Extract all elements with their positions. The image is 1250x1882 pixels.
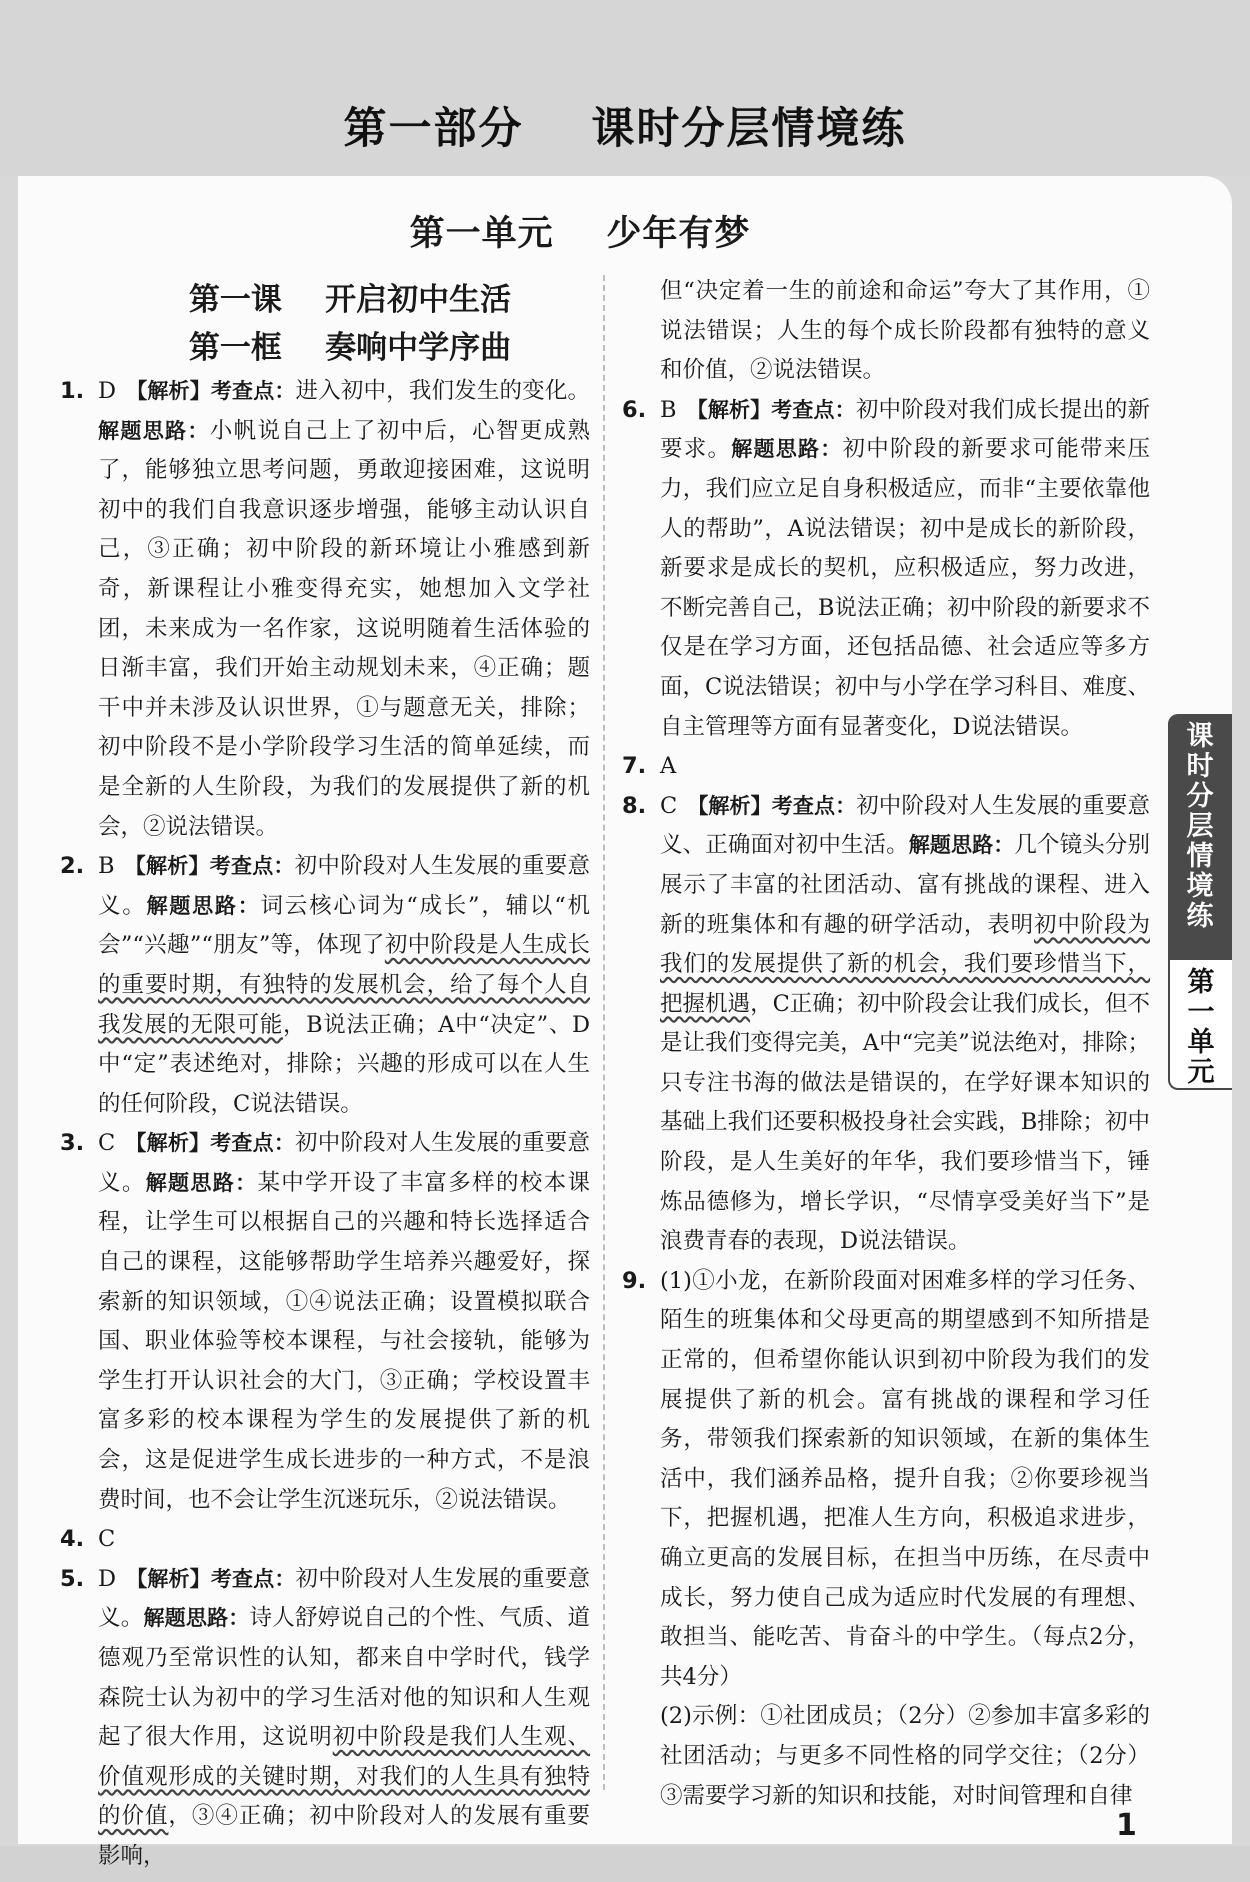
unit-tab-char: 第 <box>1187 967 1215 998</box>
answer-choice: D <box>98 378 117 404</box>
analysis-tag: 【解析】考查点： <box>126 1566 296 1591</box>
answer-item-7 <box>622 747 1150 787</box>
analysis-text: 初中阶段对人生发展的重要意义、正确面对初中生活。 <box>660 792 1150 859</box>
answer-item-2 <box>60 847 590 1124</box>
thinking-tag: 解题思路： <box>143 1606 250 1631</box>
side-tab-char: 境 <box>1186 871 1214 902</box>
thinking-text: 某中学开设了丰富多样的校本课程，让学生可以根据自己的兴趣和特长选择适合自己的课程，这能够帮助学生培养兴趣爱好，探索新的知识领域，①④说法正确；设置模拟联合国、职业体验等校本课程，与社会接轨，能够为学生打开认识社会的大门，③正确；学校设置丰富多彩的校本课程为学生的发展提供了新的机会，这是促进学生成长进步的一种方式，不是浪费时间，也不会让学生沉迷玩乐，②说法错误。 <box>98 1169 590 1513</box>
answer-choice: B <box>98 853 115 880</box>
answer-choice: A <box>660 753 677 780</box>
answer-item-4 <box>60 1520 590 1560</box>
analysis-text: 进入初中，我们发生的变化。 <box>295 378 590 404</box>
thinking-tag: 解题思路： <box>98 418 210 443</box>
page-number: 1 <box>1116 1808 1137 1843</box>
analysis-tag: 【解析】考查点： <box>125 1131 296 1156</box>
thinking-text: 初中阶段的新要求可能带来压力，我们应立足自身积极适应，而非“主要依靠他人的帮助”，A说法错误；初中是成长的新阶段，新要求是成长的契机，应积极适应，努力改进，不断完善自己，B说法正确；初中阶段的新要求不仅是在学习方面，还包括品德、社会适应等多方面，C说法错误；初中与小学在学习科目、难度、自主管理等方面有显著变化，D说法错误。 <box>660 436 1150 740</box>
analysis-text: 初中阶段对人生发展的重要意义。 <box>98 1130 590 1196</box>
left-column <box>60 372 590 1877</box>
thinking-tag: 解题思路： <box>908 833 1015 858</box>
analysis-tag: 【解析】考查点： <box>687 793 857 818</box>
item-number: 4. <box>60 1526 85 1553</box>
item-number: 7. <box>622 753 647 780</box>
lesson-title: 第一课 开启初中生活 <box>188 282 512 318</box>
thinking-text: 小帆说自己上了初中后，心智更成熟了，能够独立思考问题，勇敢迎接困难，这说明初中的我们自我意识逐步增强，能够主动认识自己，③正确；初中阶段的新环境让小雅感到新奇，新课程让小雅变得充实，她想加入文学社团，未来成为一名作家，这说明随着生活体验的日渐丰富，我们开始主动规划未来，④正确；题干中并未涉及认识世界，①与题意无关，排除；初中阶段不是小学阶段学习生活的简单延续，而是全新的人生阶段，为我们的发展提供了新的机会，②说法错误。 <box>98 417 590 840</box>
underlined-key-point: 初中阶段是人生成长的重要时期，有独特的发展机会，给了每个人自我发展的无限可能 <box>98 932 590 1038</box>
frame-title: 第一框 奏响中学序曲 <box>188 330 512 366</box>
underlined-key-point: 初中阶段为我们的发展提供了新的机会，我们要珍惜当下，把握机遇 <box>660 911 1150 1017</box>
side-tab-char: 课 <box>1186 721 1214 752</box>
section-side-tab <box>1168 714 1232 960</box>
analysis-tag: 【解析】考查点： <box>124 854 295 879</box>
analysis-text: 初中阶段对人生发展的重要意义。 <box>98 853 590 919</box>
analysis-tag: 【解析】考查点： <box>126 379 296 403</box>
column-divider <box>603 275 605 1790</box>
item-number: 3. <box>60 1130 85 1157</box>
analysis-text: 初中阶段对我们成长提出的新要求。 <box>660 396 1150 463</box>
item-number: 1. <box>60 378 85 404</box>
item-number: 6. <box>622 396 647 423</box>
item-number: 5. <box>60 1565 85 1592</box>
continued-text: 但“决定着一生的前途和命运”夸大了其作用，①说法错误；人生的每个成长阶段都有独特的意义和价值，②说法错误。 <box>660 278 1150 384</box>
side-tab-char: 情 <box>1186 841 1214 872</box>
answer-choice: C <box>98 1130 116 1157</box>
thinking-text: 几个镜头分别展示了丰富的社团活动、富有挑战的课程、进入新的班集体和有趣的研学活动，表明 <box>660 832 1150 938</box>
side-tab-char: 分 <box>1186 781 1214 812</box>
answer-item-8 <box>622 787 1150 1262</box>
answer-item-1 <box>60 372 590 847</box>
answer-choice: B <box>660 396 677 423</box>
item-number: 8. <box>622 792 647 819</box>
side-tab-char: 层 <box>1186 811 1214 842</box>
thinking-text-cont: ，C正确；初中阶段会让我们成长，但不是让我们变得完美，A中“完美”说法绝对，排除；只专注书海的做法是错误的，在学好课本知识的基础上我们还要积极投身社会实践，B排除；初中阶段，是人生美好的年华，我们要珍惜当下，锤炼品德修为，增长学识，“尽情享受美好当下”是浪费青春的表现，D说法错误。 <box>660 990 1150 1255</box>
analysis-text: 初中阶段对人生发展的重要意义。 <box>98 1565 590 1632</box>
answer-part-2: (2)示例：①社团成员；（2分）②参加丰富多彩的社团活动；与更多不同性格的同学交往；（2分）③需要学习新的知识和技能，对时间管理和自律 <box>660 1703 1150 1809</box>
right-column <box>622 272 1150 1816</box>
answer-item-6 <box>622 391 1150 747</box>
item-number: 2. <box>60 853 85 880</box>
answer-item-9 <box>622 1262 1150 1816</box>
item-number: 9. <box>622 1267 647 1294</box>
thinking-tag: 解题思路： <box>731 437 843 462</box>
answer-choice: D <box>98 1565 117 1592</box>
unit-tab-char: 单 <box>1187 1027 1215 1058</box>
unit-side-tab <box>1168 960 1232 1090</box>
thinking-text: 词云核心词为“成长”，辅以“机会”“兴趣”“朋友”等，体现了 <box>98 892 590 959</box>
unit-tab-char: 一 <box>1187 997 1215 1028</box>
answer-choice: C <box>98 1526 116 1553</box>
answer-choice: C <box>660 792 678 819</box>
underlined-key-point: 初中阶段是我们人生观、价值观形成的关键时期，对我们的人生具有独特的价值 <box>98 1724 590 1830</box>
unit-tab-char: 元 <box>1187 1057 1215 1088</box>
side-tab-char: 时 <box>1186 751 1214 782</box>
header-band <box>0 0 1250 176</box>
thinking-text-cont: ，③④正确；初中阶段对人的发展有重要影响， <box>98 1803 590 1869</box>
thinking-tag: 解题思路： <box>145 1170 258 1195</box>
thinking-text: 诗人舒婷说自己的个性、气质、道德观乃至常识性的认知，都来自中学时代，钱学森院士认为初中的学习生活对他的知识和人生观起了很大作用，这说明 <box>98 1605 590 1751</box>
thinking-text-cont: ，B说法正确；A中“决定”、D中“定”表述绝对，排除；兴趣的形成可以在人生的任何阶段，C说法错误。 <box>98 1011 590 1117</box>
answer-item-3 <box>60 1124 590 1520</box>
answer-item-5 <box>60 1560 590 1877</box>
unit-title: 第一单元 少年有梦 <box>409 214 751 254</box>
answer-part-1: (1)①小龙，在新阶段面对困难多样的学习任务、陌生的班集体和父母更高的期望感到不知所措是正常的，但希望你能认识到初中阶段为我们的发展提供了新的机会。富有挑战的课程和学习任务，带领我们探索新的知识领域，在新的集体生活中，我们涵养品格，提升自我；②你要珍视当下，把握机遇，把准人生方向，积极追求进步，确立更高的发展目标，在担当中历练，在尽责中成长，努力使自己成为适应时代发展的有理想、敢担当、能吃苦、肯奋斗的中学生。（每点2分，共4分） <box>660 1267 1150 1690</box>
part-title: 第一部分 课时分层情境练 <box>343 104 907 154</box>
thinking-tag: 解题思路： <box>146 893 261 918</box>
side-tab-char: 练 <box>1186 901 1214 932</box>
analysis-tag: 【解析】考查点： <box>686 397 856 422</box>
